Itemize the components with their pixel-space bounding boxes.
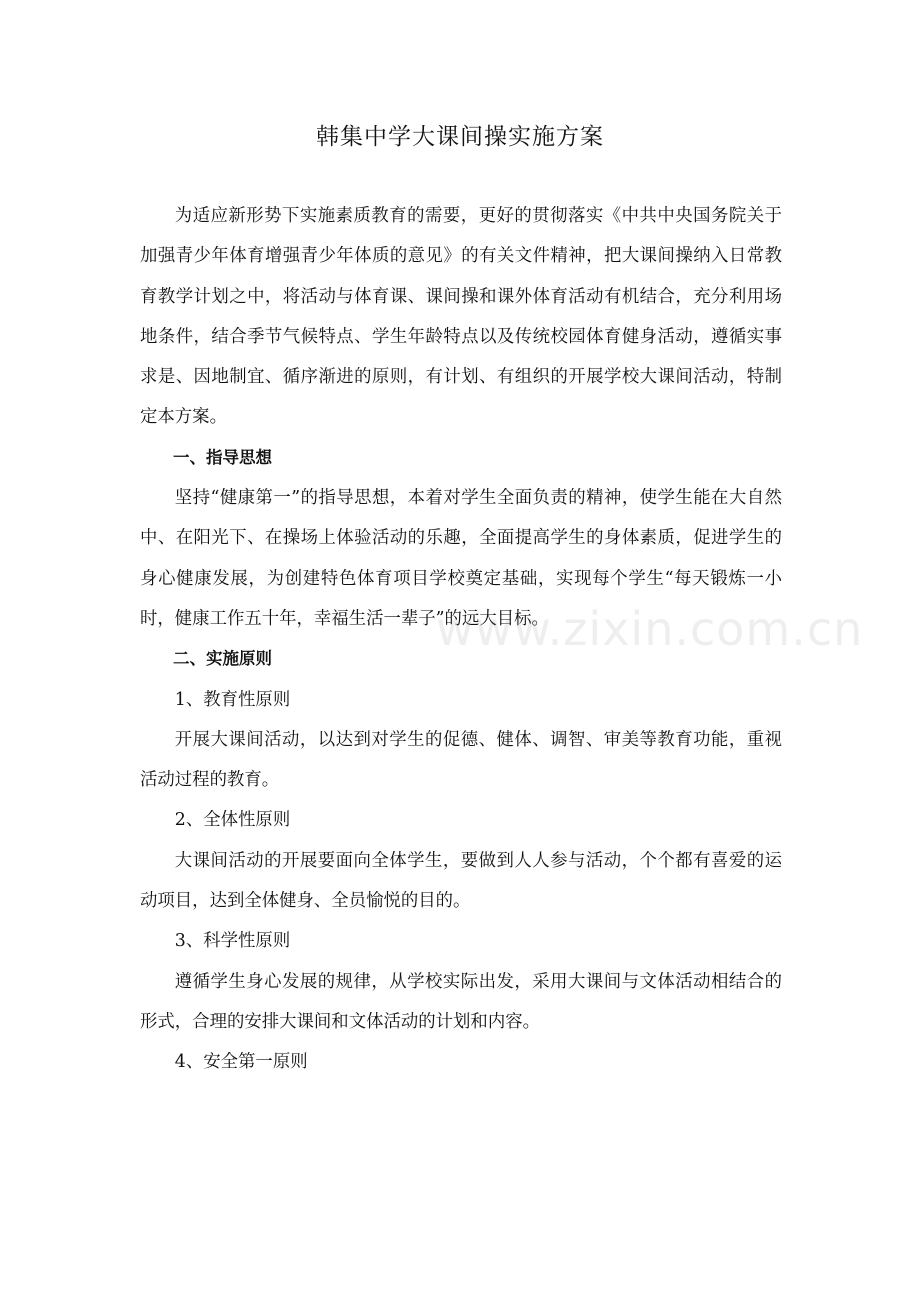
document-body — [140, 196, 782, 1083]
intro-paragraph: 为适应新形势下实施素质教育的需要，更好的贯彻落实《中共中央国务院关于加强青少年体育增强青少年体质的意见》的有关文件精神，把大课间操纳入日常教育教学计划之中，将活动与体育课、课间操和课外体育活动有机结合，充分利用场地条件，结合季节气候特点、学生年龄特点以及传统校园体育健身活动，遵循实事求是、因地制宜、循序渐进的原则，有计划、有组织的开展学校大课间活动，特制定本方案。 — [140, 206, 782, 428]
principle-text-scientific: 遵循学生身心发展的规律，从学校实际出发，采用大课间与文体活动相结合的形式，合理的安排大课间和文体活动的计划和内容。 — [140, 971, 782, 1032]
principle-label-safety: 4、安全第一原则 — [174, 1052, 308, 1073]
principle-label-scientific: 3、科学性原则 — [174, 931, 291, 952]
watermark: www.zixin.com.cn — [436, 602, 864, 656]
section-heading-guiding-thought: 一、指导思想 — [173, 447, 272, 467]
principle-text-educational: 开展大课间活动，以达到对学生的促德、健体、调智、审美等教育功能，重视活动过程的教育。 — [140, 729, 782, 791]
document-title: 韩集中学大课间操实施方案 — [316, 124, 604, 150]
principle-label-whole-body: 2、全体性原则 — [174, 810, 291, 831]
principle-text-whole-body: 大课间活动的开展要面向全体学生，要做到人人参与活动，个个都有喜爱的运动项目，达到全体健身、全员愉悦的目的。 — [140, 850, 782, 912]
guiding-thought-paragraph: 坚持“健康第一”的指导思想，本着对学生全面负责的精神，使学生能在大自然中、在阳光下、在操场上体验活动的乐趣，全面提高学生的身体素质，促进学生的身心健康发展，为创建特色体育项目学校奠定基础，实现每个学生“每天锻炼一小时，健康工作五十年，幸福生活一辈子”的远大目标。 — [140, 488, 782, 629]
section-heading-principles: 二、实施原则 — [173, 649, 272, 669]
principle-label-educational: 1、教育性原则 — [174, 689, 291, 710]
